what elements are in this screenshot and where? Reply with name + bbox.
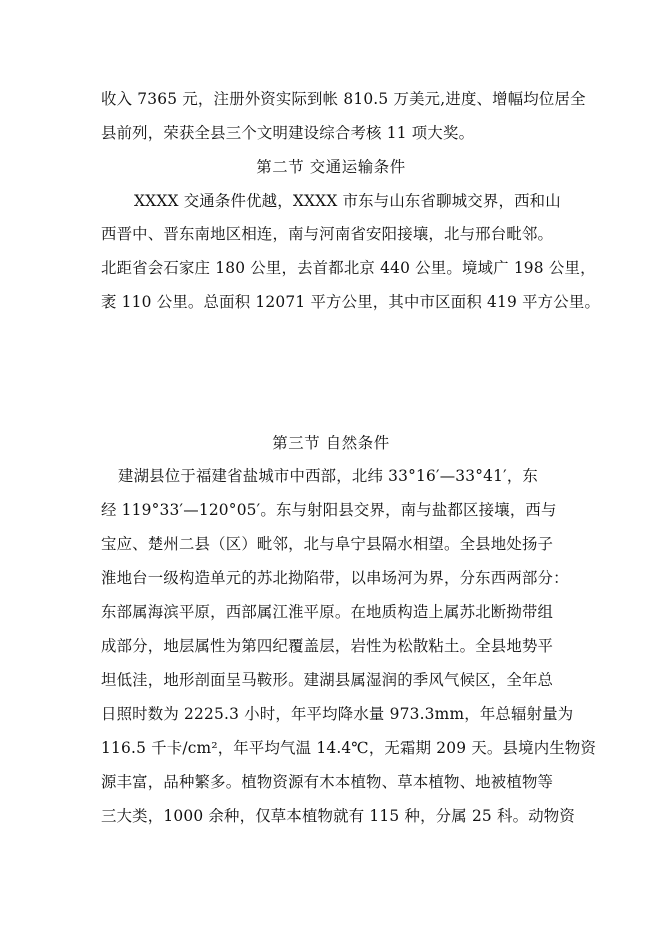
paragraph-line: 宝应、楚州二县（区）毗邻，北与阜宁县隔水相望。全县地处扬子 [101, 535, 554, 553]
paragraph-line: 日照时数为 2225.3 小时，年平均降水量 973.3mm，年总辐射量为 [101, 705, 574, 723]
paragraph-line: 北距省会石家庄 180 公里，去首都北京 440 公里。境域广 198 公里， [101, 259, 596, 277]
paragraph-line: 收入 7365 元，注册外资实际到帐 810.5 万美元,进度、增幅均位居全 [101, 90, 586, 108]
paragraph-line: 源丰富，品种繁多。植物资源有木本植物、草本植物、地被植物等 [101, 773, 554, 791]
paragraph-line: 三大类，1000 余种，仅草本植物就有 115 种，分属 25 科。动物资 [101, 807, 575, 825]
paragraph-line: XXXX 交通条件优越，XXXX 市东与山东省聊城交界，西和山 [134, 192, 561, 210]
paragraph-line: 成部分，地层属性为第四纪覆盖层，岩性为松散粘土。全县地势平 [101, 637, 554, 655]
paragraph-line: 西晋中、晋东南地区相连，南与河南省安阳接壤，北与邢台毗邻。 [101, 225, 554, 243]
paragraph-line: 淮地台一级构造单元的苏北拗陷带，以串场河为界，分东西两部分： [101, 569, 569, 587]
paragraph-line: 建湖县位于福建省盐城市中西部，北纬 33°16′—33°41′，东 [118, 467, 539, 485]
paragraph-line: 116.5 千卡/cm²，年平均气温 14.4℃，无霜期 209 天。县境内生物资 [101, 739, 597, 757]
paragraph-line: 袤 110 公里。总面积 12071 平方公里，其中市区面积 419 平方公里。 [101, 293, 601, 311]
paragraph-line: 坦低洼，地形剖面呈马鞍形。建湖县属湿润的季风气候区，全年总 [101, 671, 554, 689]
paragraph-line: 经 119°33′—120°05′。东与射阳县交界，南与盐都区接壤，西与 [101, 501, 557, 519]
section-heading-natural: 第三节 自然条件 [272, 434, 390, 452]
paragraph-line: 东部属海滨平原，西部属江淮平原。在地质构造上属苏北断拗带组 [101, 603, 554, 621]
section-heading-transport: 第二节 交通运输条件 [256, 158, 406, 176]
paragraph-line: 县前列，荣获全县三个文明建设综合考核 11 项大奖。 [101, 124, 475, 142]
